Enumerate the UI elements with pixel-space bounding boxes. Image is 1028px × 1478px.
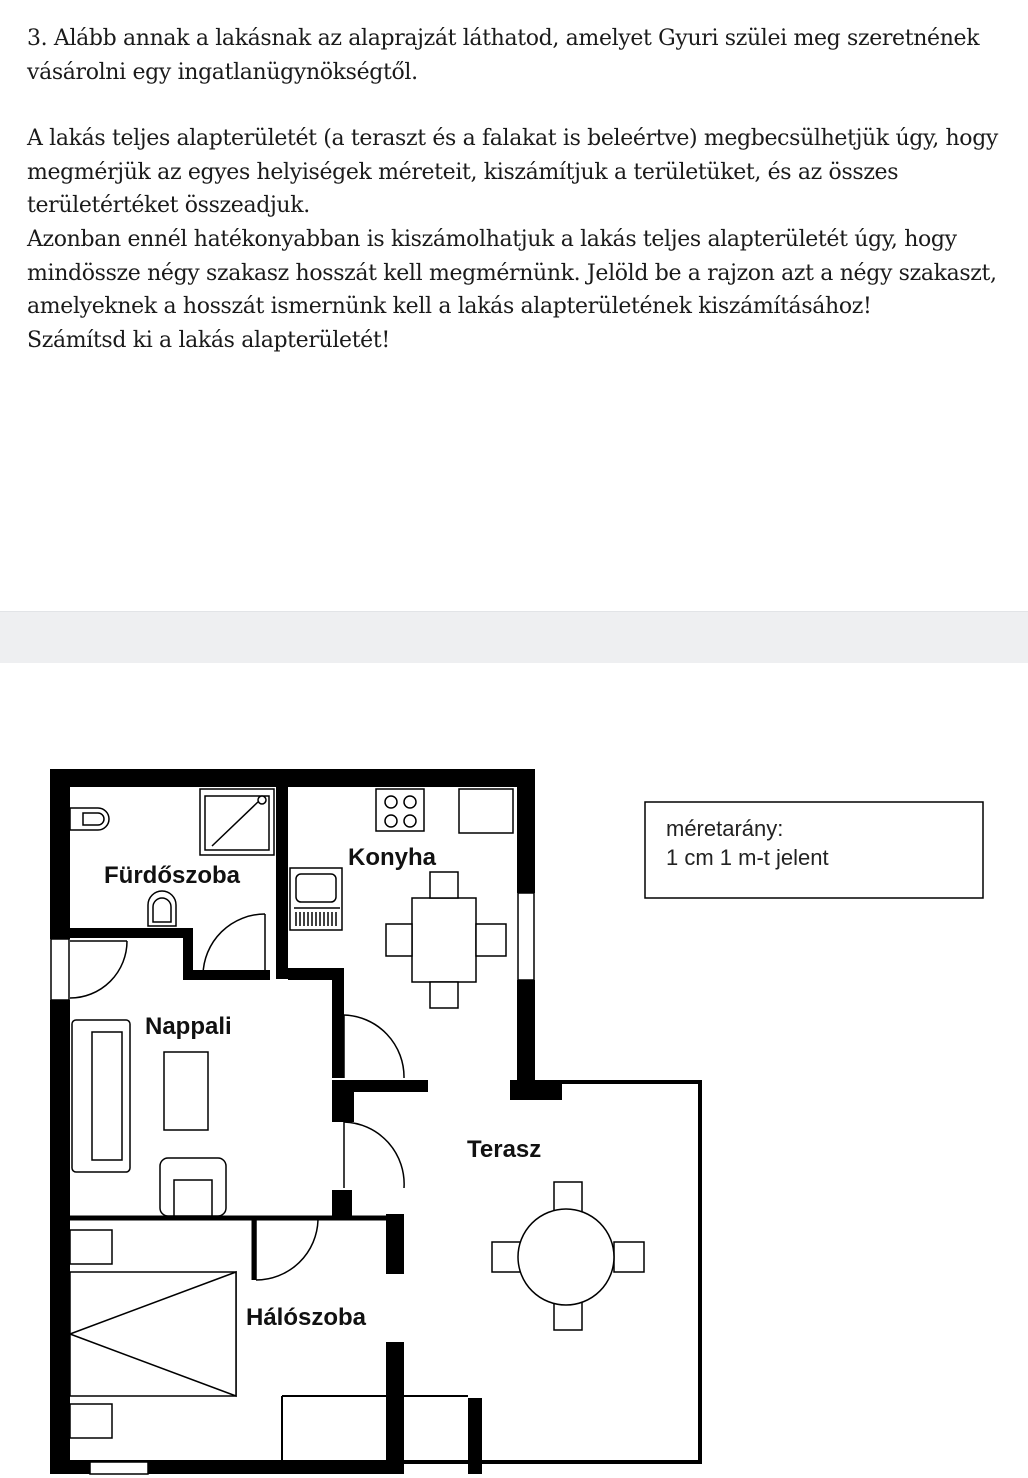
room-label-bedroom: Hálószoba xyxy=(246,1304,367,1331)
bathroom-fixtures xyxy=(70,789,274,926)
task-line: vásárolni egy ingatlanügynökségtől. xyxy=(27,59,418,85)
task-line: A lakás teljes alapterületét (a teraszt és a falakat is beleértve) megbecsülhetjük úgy, hogy xyxy=(27,126,999,152)
room-label-kitchen: Konyha xyxy=(348,844,437,871)
task-line: mindössze négy szakasz hosszát kell megmérnünk. Jelöld be a rajzon azt a négy szakaszt, xyxy=(27,260,997,286)
bedroom-furniture xyxy=(70,1230,236,1438)
task-line: 3. Alább annak a lakásnak az alaprajzát láthatod, amelyet Gyuri szülei meg szeretnének xyxy=(27,26,980,51)
room-label-bathroom: Fürdőszoba xyxy=(104,862,240,889)
terrace-furniture xyxy=(492,1182,644,1330)
scale-value: 1 cm 1 m-t jelent xyxy=(666,845,829,870)
task-line: amelyeknek a hosszát ismernünk kell a lakás alapterületének kiszámításához! xyxy=(27,294,872,320)
room-label-terrace: Terasz xyxy=(467,1136,542,1163)
task-line: Azonban ennél hatékonyabban is kiszámolhatjuk a lakás teljes alapterületét úgy, hogy xyxy=(27,226,957,252)
scale-label: méretarány: xyxy=(666,816,784,841)
scale-box xyxy=(645,802,983,898)
page-separator xyxy=(0,611,1028,663)
task-line: Számítsd ki a lakás alapterületét! xyxy=(27,327,390,353)
living-room-furniture xyxy=(72,1020,226,1216)
room-label-living-room: Nappali xyxy=(145,1013,232,1040)
floor-plan xyxy=(0,663,1028,1478)
task-text xyxy=(27,22,1007,357)
task-line: megmérjük az egyes helyiségek méreteit, kiszámítjuk a területüket, és az összes xyxy=(27,159,899,185)
task-line: területértéket összeadjuk. xyxy=(27,193,310,219)
